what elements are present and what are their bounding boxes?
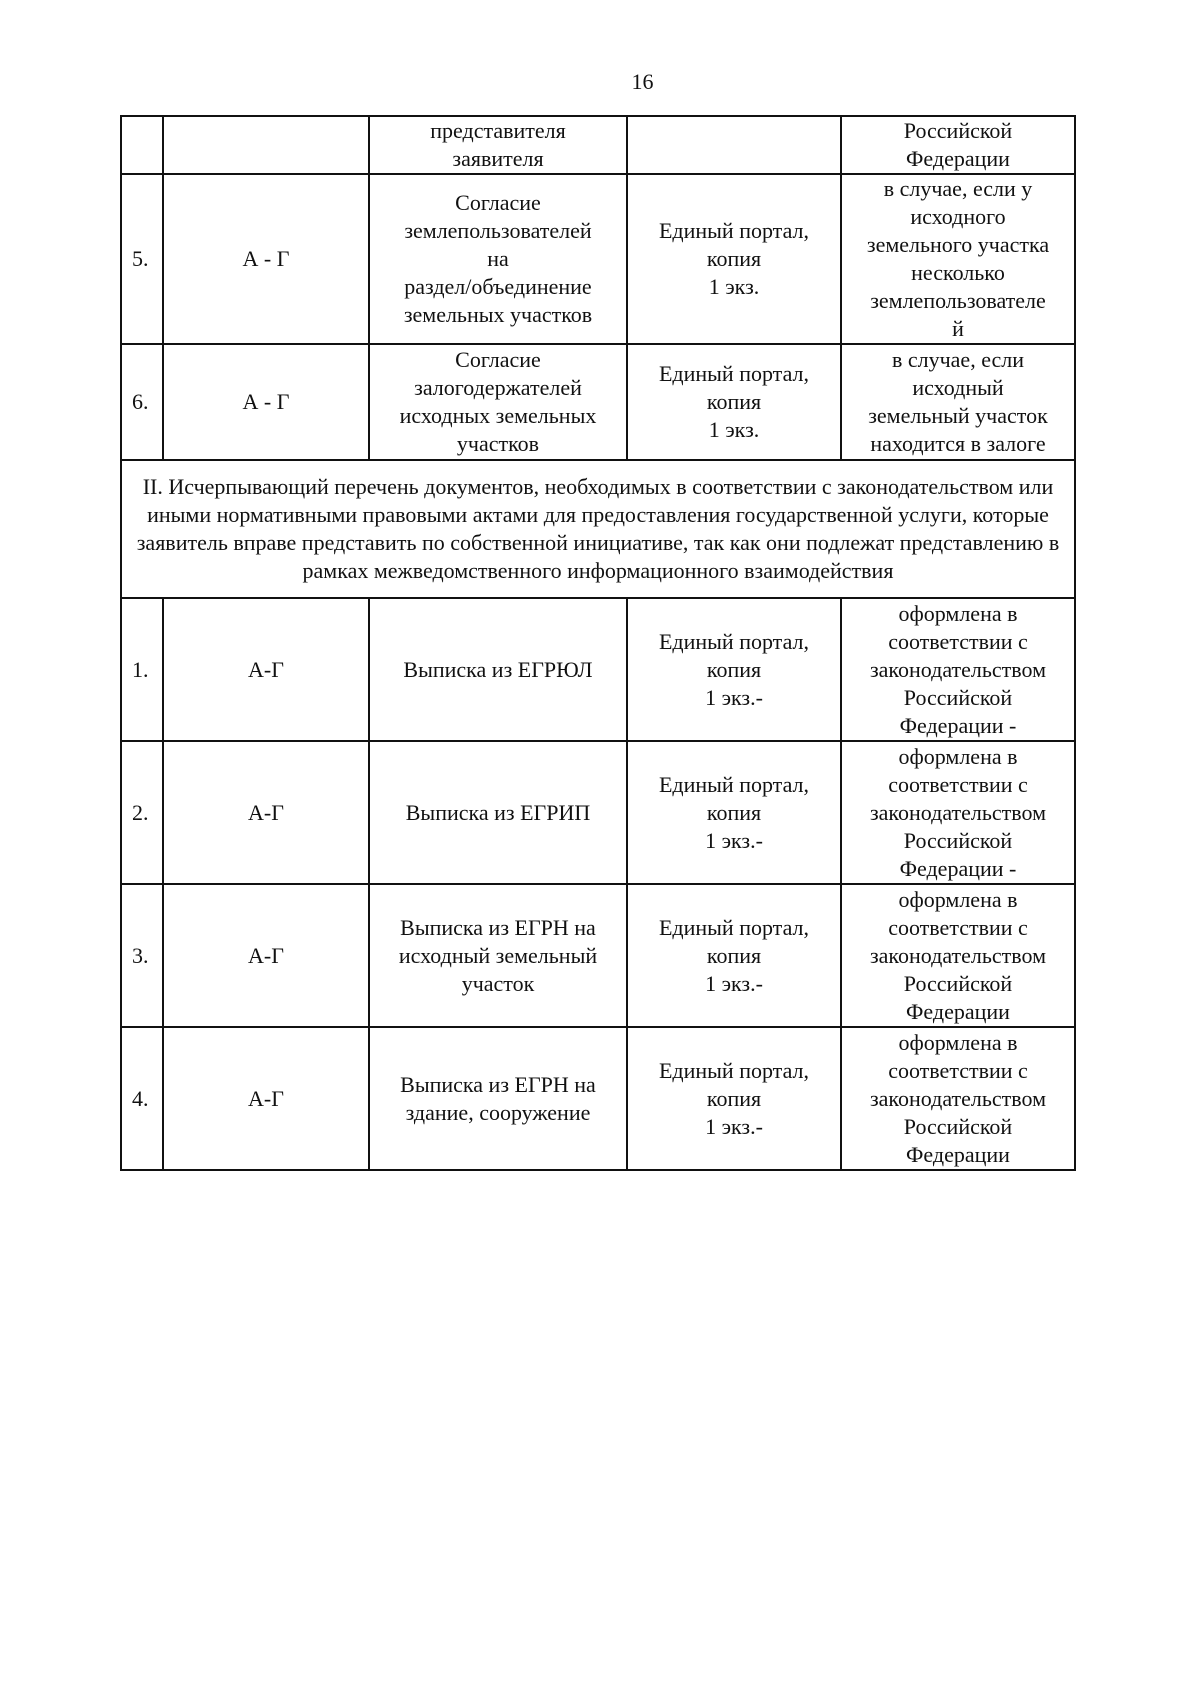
form-cell bbox=[627, 116, 841, 174]
category-cell: А - Г bbox=[163, 174, 369, 344]
row-number-cell: 2. bbox=[121, 741, 163, 884]
row-number-cell: 6. bbox=[121, 344, 163, 460]
section-heading-row bbox=[121, 460, 1075, 598]
note-cell: оформлена в соответствии с законодательством Российской Федерации bbox=[841, 1027, 1075, 1170]
note-cell: в случае, если у исходного земельного участка несколько землепользователе й bbox=[841, 174, 1075, 344]
table-row bbox=[121, 116, 1075, 174]
table-row bbox=[121, 598, 1075, 741]
table-row bbox=[121, 344, 1075, 460]
document-cell: Согласие землепользователей на раздел/объединение земельных участков bbox=[369, 174, 627, 344]
row-number-cell: 4. bbox=[121, 1027, 163, 1170]
form-cell: Единый портал, копия 1 экз.- bbox=[627, 884, 841, 1027]
note-cell: оформлена в соответствии с законодательством Российской Федерации - bbox=[841, 598, 1075, 741]
document-cell: представителя заявителя bbox=[369, 116, 627, 174]
table-row bbox=[121, 174, 1075, 344]
form-cell: Единый портал, копия 1 экз.- bbox=[627, 741, 841, 884]
form-cell: Единый портал, копия 1 экз.- bbox=[627, 1027, 841, 1170]
document-cell: Согласие залогодержателей исходных земельных участков bbox=[369, 344, 627, 460]
category-cell: А-Г bbox=[163, 884, 369, 1027]
category-cell: А-Г bbox=[163, 598, 369, 741]
document-cell: Выписка из ЕГРЮЛ bbox=[369, 598, 627, 741]
form-cell: Единый портал, копия 1 экз. bbox=[627, 174, 841, 344]
documents-table bbox=[120, 115, 1076, 1171]
category-cell bbox=[163, 116, 369, 174]
section-heading: II. Исчерпывающий перечень документов, необходимых в соответствии с законодательством или иными нормативными правовыми актами для предоставления государственной услуги, которые заявитель вправе представить по собственной инициативе, так как они подлежат представлению в рамках межведомственного информационного взаимодействия bbox=[121, 460, 1075, 598]
table-row bbox=[121, 1027, 1075, 1170]
document-cell: Выписка из ЕГРИП bbox=[369, 741, 627, 884]
note-cell: Российской Федерации bbox=[841, 116, 1075, 174]
note-cell: оформлена в соответствии с законодательством Российской Федерации - bbox=[841, 741, 1075, 884]
form-cell: Единый портал, копия 1 экз. bbox=[627, 344, 841, 460]
category-cell: А-Г bbox=[163, 741, 369, 884]
document-cell: Выписка из ЕГРН на исходный земельный участок bbox=[369, 884, 627, 1027]
table-row bbox=[121, 884, 1075, 1027]
category-cell: А - Г bbox=[163, 344, 369, 460]
document-cell: Выписка из ЕГРН на здание, сооружение bbox=[369, 1027, 627, 1170]
row-number-cell: 3. bbox=[121, 884, 163, 1027]
note-cell: оформлена в соответствии с законодательством Российской Федерации bbox=[841, 884, 1075, 1027]
form-cell: Единый портал, копия 1 экз.- bbox=[627, 598, 841, 741]
category-cell: А-Г bbox=[163, 1027, 369, 1170]
row-number-cell: 5. bbox=[121, 174, 163, 344]
table-row bbox=[121, 741, 1075, 884]
note-cell: в случае, если исходный земельный участок находится в залоге bbox=[841, 344, 1075, 460]
row-number-cell: 1. bbox=[121, 598, 163, 741]
page-number: 16 bbox=[631, 69, 654, 94]
row-number-cell bbox=[121, 116, 163, 174]
